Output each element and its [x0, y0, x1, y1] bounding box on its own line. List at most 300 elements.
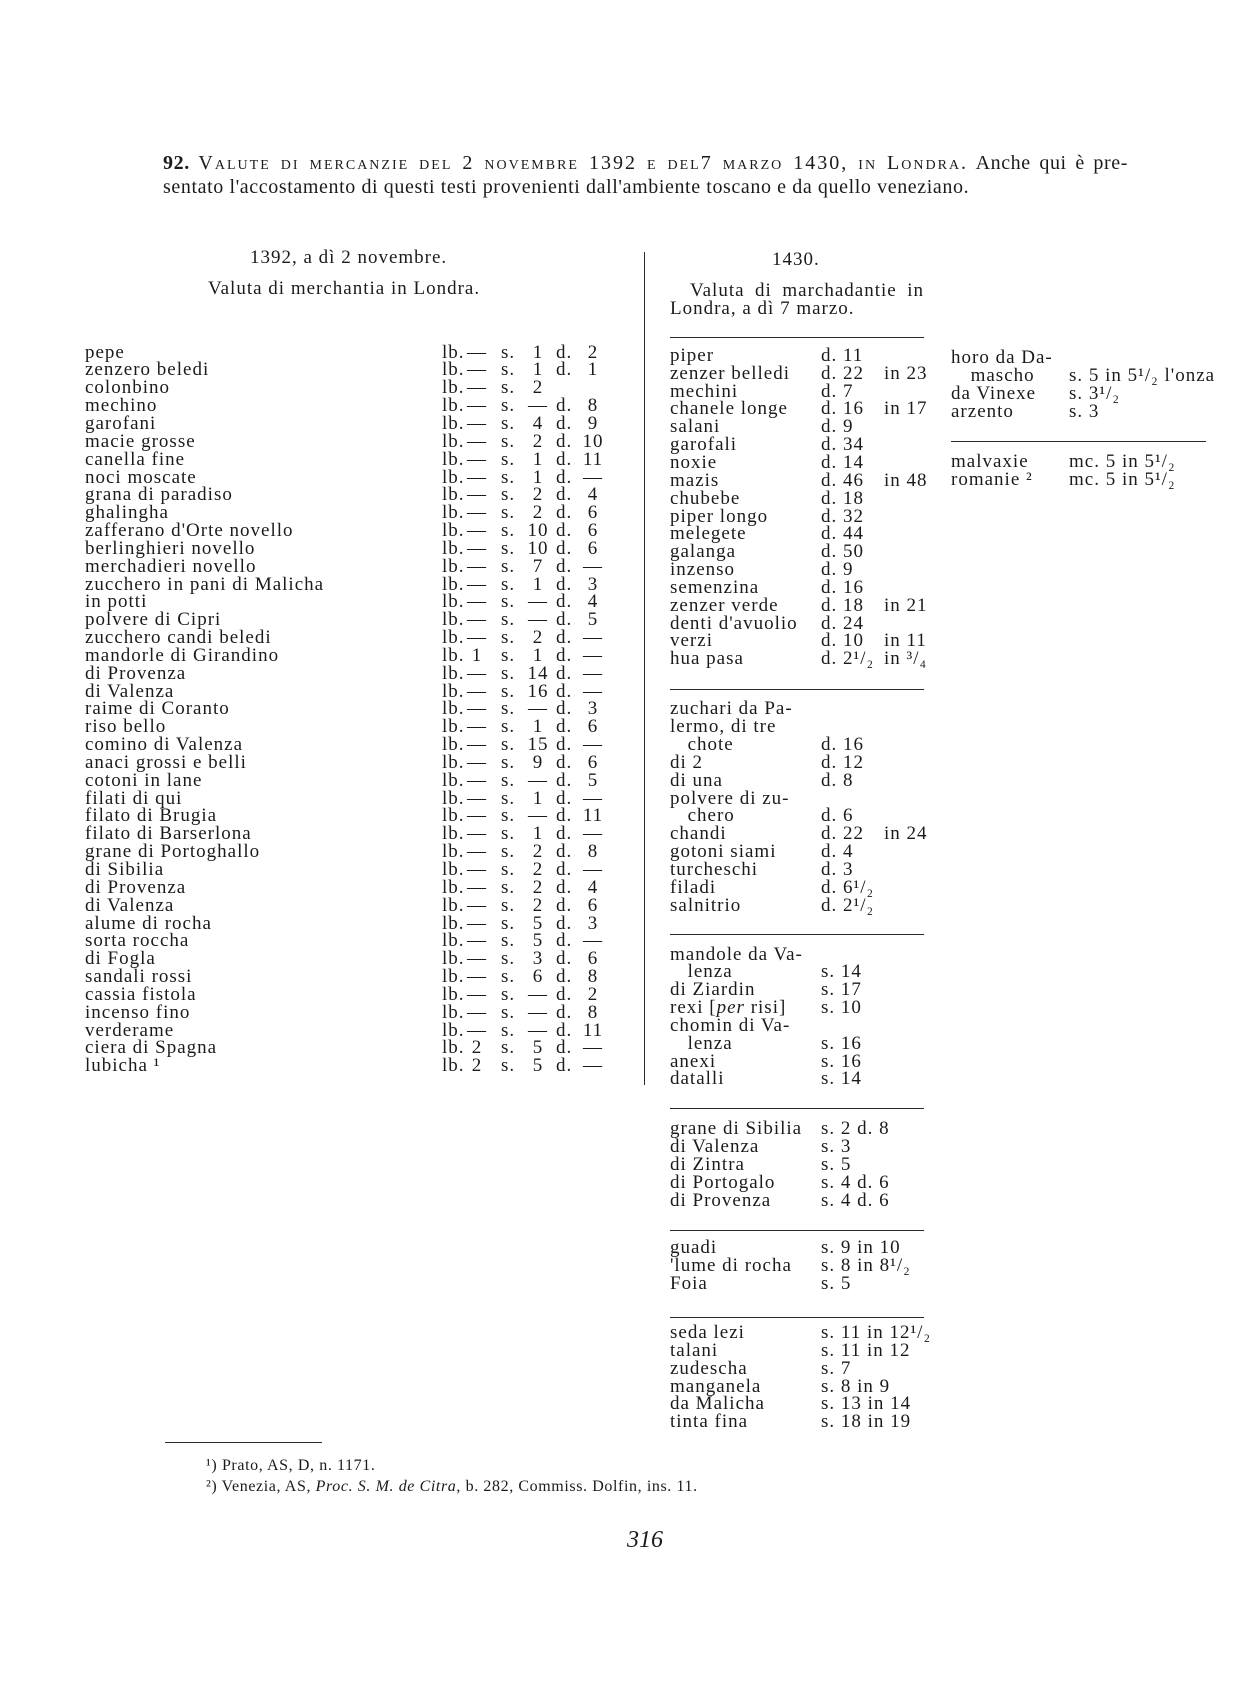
item-name: lubicha ¹: [85, 1055, 161, 1077]
unit-s: s.: [501, 930, 516, 952]
section-title: Valute di mercanzie del 2 novembre 1392 e del7 marzo 1430, in Londra.: [198, 152, 969, 174]
unit-lb: lb.: [442, 734, 465, 756]
item-value-range: in 11: [884, 630, 927, 652]
item-name: di Zintra: [670, 1153, 745, 1175]
item-name: da Malicha: [670, 1393, 765, 1415]
item-value: s. 18 in 19: [821, 1411, 912, 1433]
value-lb: —: [467, 823, 487, 845]
item-value: s. 4 d. 6: [821, 1189, 890, 1211]
value-lb: —: [467, 948, 487, 970]
unit-d: d.: [556, 413, 573, 434]
value-d: 8: [587, 966, 599, 987]
unit-d: d.: [556, 1037, 573, 1059]
unit-lb: lb.: [442, 983, 465, 1005]
value-d: 11: [582, 1019, 604, 1041]
unit-d: d.: [556, 662, 573, 684]
unit-lb: lb.: [442, 430, 465, 452]
unit-s: s.: [501, 609, 516, 631]
item-value: s. 14: [821, 1068, 862, 1090]
item-name: filato di Brugia: [85, 805, 218, 827]
unit-s: s.: [501, 859, 516, 880]
unit-s: s.: [501, 359, 516, 381]
item-name: guadi: [670, 1237, 718, 1259]
item-value: d. 50: [821, 541, 864, 563]
item-name: di Valenza: [85, 894, 175, 916]
unit-lb: lb.: [442, 716, 465, 738]
value-lb: —: [467, 876, 487, 898]
item-name: malvaxie: [951, 451, 1029, 473]
item-value: d. 22: [821, 362, 864, 384]
value-lb: —: [467, 983, 487, 1005]
unit-d: d.: [556, 966, 573, 987]
value-d: —: [583, 644, 603, 666]
unit-s: s.: [501, 537, 516, 559]
item-name: canella fine: [85, 448, 186, 470]
unit-s: s.: [501, 644, 516, 666]
unit-lb: lb.: [442, 751, 465, 773]
value-s: 6: [532, 966, 544, 987]
unit-d: d.: [556, 1019, 573, 1041]
unit-s: s.: [501, 894, 516, 916]
item-value: d. 16: [821, 734, 864, 756]
unit-s: s.: [501, 841, 516, 863]
value-s: 1: [532, 341, 544, 363]
value-d: 10: [582, 430, 604, 452]
unit-d: d.: [556, 502, 573, 524]
item-name: zenzero beledi: [85, 359, 210, 381]
item-value: s. 14: [821, 961, 862, 983]
item-name: turcheschi: [670, 859, 759, 880]
unit-d: d.: [556, 805, 573, 827]
item-name: piper: [670, 344, 715, 366]
value-lb: —: [467, 591, 487, 613]
item-name: salnitrio: [670, 894, 742, 916]
unit-lb: lb.: [442, 769, 465, 791]
item-name: di Sibilia: [85, 859, 165, 880]
value-s: 10: [527, 520, 549, 541]
value-d: —: [583, 680, 603, 702]
item-name: rexi [per risi]: [670, 997, 787, 1018]
item-name: tinta fina: [670, 1411, 749, 1433]
unit-lb: lb.: [442, 966, 465, 987]
unit-lb: lb.: [442, 644, 465, 666]
unit-d: d.: [556, 573, 573, 595]
unit-s: s.: [501, 627, 516, 648]
item-value: d. 16: [821, 398, 864, 420]
item-name: merchadieri novello: [85, 555, 257, 577]
value-d: —: [583, 734, 603, 756]
value-s: 15: [527, 734, 549, 756]
value-d: 6: [587, 716, 599, 738]
value-d: —: [583, 466, 603, 488]
unit-lb: lb.: [442, 555, 465, 577]
unit-d: d.: [556, 787, 573, 809]
unit-s: s.: [501, 430, 516, 452]
item-value-range: in 21: [884, 594, 928, 616]
unit-lb: lb.: [442, 787, 465, 809]
value-s: 2: [532, 377, 544, 399]
unit-s: s.: [501, 591, 516, 613]
unit-d: d.: [556, 751, 573, 773]
value-lb: —: [467, 448, 487, 470]
item-name: di una: [670, 769, 723, 791]
table-row: [0, 344, 1233, 368]
item-value: s. 8 in 8¹/₂: [821, 1255, 911, 1277]
value-lb: —: [467, 555, 487, 577]
value-lb: —: [467, 520, 487, 541]
item-name: polvere di zu-: [670, 787, 790, 809]
item-name: talani: [670, 1339, 719, 1361]
item-name: zucchero candi beledi: [85, 627, 272, 648]
unit-s: s.: [501, 698, 516, 720]
item-name: melegete: [670, 523, 747, 545]
unit-lb: lb.: [442, 609, 465, 631]
unit-d: d.: [556, 591, 573, 613]
unit-lb: lb.: [442, 662, 465, 684]
item-name: di Provenza: [85, 662, 187, 684]
value-lb: —: [467, 912, 487, 934]
item-name: garofali: [670, 434, 738, 456]
unit-lb: lb.: [442, 341, 465, 363]
item-value: d. 32: [821, 505, 864, 527]
value-s: —: [528, 698, 548, 720]
unit-d: d.: [556, 644, 573, 666]
unit-s: s.: [501, 341, 516, 363]
unit-s: s.: [501, 912, 516, 934]
unit-lb: lb.: [442, 359, 465, 381]
right-document-title-line-2: Londra, a dì 7 marzo.: [670, 298, 855, 319]
item-name: mandorle di Girandino: [85, 644, 280, 666]
item-value: s. 11 in 12¹/₂: [821, 1322, 932, 1343]
value-d: 6: [587, 894, 599, 916]
item-value: d. 12: [821, 751, 864, 773]
value-lb: —: [467, 377, 487, 399]
item-name: di Provenza: [670, 1189, 772, 1211]
item-value: mc. 5 in 5¹/₂: [1069, 451, 1176, 473]
unit-d: d.: [556, 555, 573, 577]
value-lb: —: [467, 537, 487, 559]
item-name: 'lume di rocha: [670, 1255, 792, 1277]
unit-lb: lb.: [442, 627, 465, 648]
item-value: d. 4: [821, 841, 854, 863]
item-name: manganela: [670, 1375, 762, 1397]
unit-d: d.: [556, 430, 573, 452]
item-value: d. 46: [821, 469, 864, 491]
value-d: 8: [587, 841, 599, 863]
item-value: s. 4 d. 6: [821, 1171, 890, 1193]
item-value: d. 6: [821, 805, 854, 827]
unit-s: s.: [501, 448, 516, 470]
page-number: 316: [627, 1527, 663, 1553]
item-name: zuchari da Pa-: [670, 698, 793, 720]
item-name: di Provenza: [85, 876, 187, 898]
unit-lb: lb.: [442, 805, 465, 827]
item-name: filadi: [670, 876, 717, 898]
item-name: chote: [687, 734, 734, 756]
unit-d: d.: [556, 859, 573, 880]
value-s: 10: [527, 537, 549, 559]
intro-text-line-1: Anche qui è pre-: [975, 152, 1128, 174]
table-row: [0, 466, 1233, 490]
value-lb: —: [467, 609, 487, 631]
unit-s: s.: [501, 662, 516, 684]
footnote-text: , b. 282, Commiss. Dolfin, ins. 11.: [456, 1478, 698, 1495]
item-value: s. 16: [821, 1050, 862, 1072]
unit-lb: lb.: [442, 537, 465, 559]
unit-s: s.: [501, 484, 516, 506]
value-d: 6: [587, 948, 599, 970]
value-d: 8: [587, 1001, 599, 1023]
unit-lb: lb.: [442, 395, 465, 417]
value-s: 5: [532, 1037, 544, 1059]
item-name: grane di Portoghallo: [85, 841, 261, 863]
unit-lb: lb.: [442, 1019, 465, 1041]
value-d: 4: [587, 876, 599, 898]
item-name: garofani: [85, 413, 157, 434]
item-name: colonbino: [85, 377, 170, 399]
section-number: 92.: [163, 152, 190, 174]
value-s: 5: [532, 1055, 544, 1077]
item-value-range: in 24: [884, 823, 928, 845]
value-s: 1: [532, 787, 544, 809]
footnote-2: [206, 1478, 698, 1496]
table-row: [0, 400, 1233, 422]
item-value-range: in 48: [884, 469, 928, 491]
item-name: incenso fino: [85, 1001, 191, 1023]
unit-s: s.: [501, 573, 516, 595]
left-document-title: Valuta di merchantia in Londra.: [208, 278, 481, 299]
footnote-text: Prato, AS, D, n. 1171.: [221, 1457, 376, 1474]
value-s: —: [528, 1019, 548, 1041]
item-name: galanga: [670, 541, 737, 563]
value-s: —: [528, 769, 548, 791]
item-value: d. 2¹/₂: [821, 894, 875, 916]
item-name: piper longo: [670, 505, 769, 527]
item-name: di Portogalo: [670, 1171, 776, 1193]
value-d: 1: [587, 359, 599, 381]
value-lb: —: [467, 751, 487, 773]
item-value: s. 16: [821, 1032, 862, 1054]
item-value-range: in 17: [884, 398, 928, 420]
item-name: di 2: [670, 751, 704, 773]
unit-lb: lb.: [442, 698, 465, 720]
unit-d: d.: [556, 876, 573, 898]
item-value: s. 5: [821, 1273, 852, 1295]
value-d: 11: [582, 448, 604, 470]
item-value: s. 3: [821, 1135, 852, 1157]
item-value: d. 8: [821, 769, 854, 791]
unit-s: s.: [501, 983, 516, 1005]
item-value: d. 10: [821, 630, 864, 652]
unit-lb: lb.: [442, 591, 465, 613]
item-name: di Valenza: [85, 680, 175, 702]
value-s: 14: [527, 662, 549, 684]
item-name: sandali rossi: [85, 966, 193, 987]
value-lb: —: [467, 1001, 487, 1023]
unit-s: s.: [501, 787, 516, 809]
item-name: lenza: [687, 1032, 733, 1054]
unit-s: s.: [501, 502, 516, 524]
value-s: —: [528, 591, 548, 613]
value-d: 6: [587, 537, 599, 559]
unit-lb: lb.: [442, 876, 465, 898]
item-name: grane di Sibilia: [670, 1118, 803, 1140]
item-name: romanie ²: [951, 469, 1033, 490]
item-name: mandole da Va-: [670, 943, 803, 965]
value-s: 2: [532, 502, 544, 524]
unit-lb: lb.: [442, 377, 465, 399]
value-d: 2: [587, 983, 599, 1005]
unit-s: s.: [501, 1055, 516, 1077]
value-d: 6: [587, 751, 599, 773]
item-name: filati di qui: [85, 787, 183, 809]
value-s: 16: [527, 680, 549, 702]
unit-d: d.: [556, 609, 573, 631]
value-s: —: [528, 805, 548, 827]
intro-text-line-2: sentato l'accostamento di questi testi provenienti dall'ambiente toscano e da quello veneziano.: [163, 176, 970, 198]
unit-s: s.: [501, 466, 516, 488]
item-value: s. 3¹/₂: [1069, 382, 1120, 404]
value-s: 4: [532, 413, 544, 434]
footnote-text: Venezia, AS,: [221, 1478, 316, 1495]
unit-lb: lb.: [442, 912, 465, 934]
item-value: d. 11: [821, 344, 864, 366]
item-value: s. 2 d. 8: [821, 1118, 890, 1140]
unit-lb: lb.: [442, 948, 465, 970]
unit-lb: lb.: [442, 573, 465, 595]
item-name: mascho: [970, 364, 1035, 386]
value-lb: —: [467, 859, 487, 880]
value-s: 2: [532, 484, 544, 506]
item-name: ghalingha: [85, 502, 169, 524]
value-d: 3: [587, 912, 599, 934]
item-name: di Valenza: [670, 1135, 760, 1157]
value-s: 5: [532, 930, 544, 952]
unit-d: d.: [556, 341, 573, 363]
value-s: —: [528, 983, 548, 1005]
value-d: 4: [587, 591, 599, 613]
item-name: pepe: [85, 341, 125, 363]
value-lb: —: [467, 805, 487, 827]
item-value: s. 5: [821, 1153, 852, 1175]
value-d: 8: [587, 395, 599, 417]
item-name: chero: [687, 805, 735, 827]
unit-d: d.: [556, 1001, 573, 1023]
unit-d: d.: [556, 484, 573, 506]
unit-s: s.: [501, 1037, 516, 1059]
value-s: 3: [532, 948, 544, 970]
unit-s: s.: [501, 716, 516, 738]
value-d: 2: [587, 341, 599, 363]
unit-d: d.: [556, 448, 573, 470]
value-d: 11: [582, 805, 604, 827]
italic-word: per: [716, 997, 745, 1018]
item-name: arzento: [951, 400, 1014, 422]
value-d: —: [583, 555, 603, 577]
value-s: 9: [532, 751, 544, 773]
item-name: noci moscate: [85, 466, 197, 488]
value-s: 1: [532, 716, 544, 738]
value-lb: —: [467, 395, 487, 417]
value-lb: —: [467, 341, 487, 363]
value-lb: —: [467, 894, 487, 916]
unit-s: s.: [501, 823, 516, 845]
unit-d: d.: [556, 466, 573, 488]
item-name: salani: [670, 416, 721, 438]
item-value: s. 3: [1069, 400, 1100, 422]
item-name: zafferano d'Orte novello: [85, 520, 294, 541]
value-lb: —: [467, 734, 487, 756]
unit-d: d.: [556, 912, 573, 934]
value-lb: —: [467, 966, 487, 987]
item-name: semenzina: [670, 576, 760, 598]
item-name: lermo, di tre: [670, 716, 777, 738]
item-name: horo da Da-: [951, 347, 1053, 368]
item-name: zucchero in pani di Malicha: [85, 573, 325, 595]
unit-d: d.: [556, 627, 573, 648]
value-s: 2: [532, 841, 544, 863]
unit-lb: lb.: [442, 823, 465, 845]
unit-s: s.: [501, 413, 516, 434]
right-document-year: 1430.: [772, 249, 820, 270]
unit-d: d.: [556, 734, 573, 756]
unit-d: d.: [556, 537, 573, 559]
item-name: sorta roccha: [85, 930, 190, 952]
value-lb: —: [467, 466, 487, 488]
item-value: d. 22: [821, 823, 864, 845]
unit-d: d.: [556, 359, 573, 381]
footnote-italic-text: Proc. S. M. de Citra: [315, 1478, 457, 1495]
unit-lb: lb.: [442, 520, 465, 541]
unit-lb: lb.: [442, 1001, 465, 1023]
item-name: cotoni in lane: [85, 769, 203, 791]
item-name: raime di Coranto: [85, 698, 230, 720]
item-value: d. 3: [821, 859, 854, 880]
unit-s: s.: [501, 734, 516, 756]
unit-s: s.: [501, 966, 516, 987]
value-lb: —: [467, 573, 487, 595]
value-s: —: [528, 1001, 548, 1023]
item-name: verzi: [670, 630, 713, 652]
item-name: di Fogla: [85, 948, 156, 970]
unit-s: s.: [501, 751, 516, 773]
unit-s: s.: [501, 377, 516, 399]
unit-lb: lb.: [442, 859, 465, 880]
item-value: d. 18: [821, 594, 864, 616]
value-lb: —: [467, 930, 487, 952]
unit-s: s.: [501, 769, 516, 791]
left-document-date: 1392, a dì 2 novembre.: [250, 247, 448, 268]
item-name: macie grosse: [85, 430, 196, 452]
item-name: chandi: [670, 823, 727, 845]
unit-d: d.: [556, 894, 573, 916]
value-lb: —: [467, 359, 487, 381]
item-value-range: in 23: [884, 362, 928, 384]
item-name: ciera di Spagna: [85, 1037, 218, 1059]
value-d: —: [583, 1055, 603, 1077]
unit-lb: lb.: [442, 484, 465, 506]
value-d: 3: [587, 573, 599, 595]
value-lb: —: [467, 841, 487, 863]
item-value: d. 7: [821, 380, 854, 402]
unit-lb: lb.: [442, 448, 465, 470]
value-s: 1: [532, 644, 544, 666]
item-name: chubebe: [670, 487, 741, 509]
item-value: d. 6¹/₂: [821, 876, 875, 898]
value-d: —: [583, 823, 603, 845]
unit-s: s.: [501, 1001, 516, 1023]
item-value: d. 9: [821, 559, 854, 580]
